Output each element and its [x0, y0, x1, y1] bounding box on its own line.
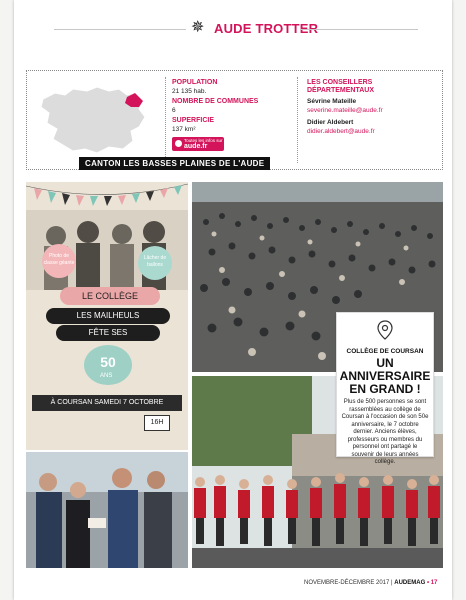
population-value: 21 135 hab. [172, 88, 207, 95]
superficie-value: 137 km² [172, 126, 196, 133]
bunting-decoration [26, 182, 188, 212]
conseiller-name: Sévrine Mateille [307, 98, 357, 105]
communes-value: 6 [172, 107, 176, 114]
magazine-name: AUDEMAG [394, 580, 426, 586]
stats-column [172, 79, 292, 136]
page-number: 17 [430, 580, 438, 586]
globe-icon [175, 140, 182, 147]
location-pin-icon [374, 319, 396, 341]
communes-label: NOMBRE DE COMMUNES [172, 98, 259, 105]
web-small-text: Toutes les infos sur [184, 138, 223, 143]
balloon-bubble: Lâcher de ballons [138, 246, 172, 280]
officials-photo [26, 452, 188, 568]
issue-date: NOVEMBRE-DÉCEMBRE 2017 | [304, 580, 393, 586]
article-box [336, 312, 434, 465]
web-domain: aude.fr [184, 143, 208, 150]
poster-line: LE COLLÈGE [60, 287, 160, 305]
photo-bubble: Photo de classe géante [42, 244, 76, 278]
aude-website-badge[interactable] [172, 137, 224, 151]
divider [165, 77, 166, 163]
poster-time: 16H [144, 415, 170, 431]
footer-separator: • [426, 580, 430, 586]
canton-name: CANTON LES BASSES PLAINES DE L'AUDE [79, 157, 270, 170]
conseillers-label: LES CONSEILLERS DÉPARTEMENTAUX [307, 79, 375, 94]
anniversary-number: 50 [84, 345, 132, 385]
page-footer [304, 580, 437, 586]
conseiller-name: Didier Aldebert [307, 119, 354, 126]
magazine-page [14, 0, 452, 600]
snowflake-icon: ✵ [191, 19, 205, 36]
article-headline: EN GRAND ! [349, 382, 421, 396]
header-rule-left [54, 29, 186, 30]
article-body: Plus de 500 personnes se sont rassemblées au collège de Coursan à l'occasion de son 50e anniversaire, le 7 octobre dernier. Anciens élèves, professeurs ou membres du personnel ont partagé le souvenir de leurs années collège. [341, 399, 429, 465]
superficie-label: SUPERFICIE [172, 117, 215, 124]
poster-line: FÊTE SES [56, 325, 160, 341]
article-kicker: COLLÈGE DE COURSAN [346, 348, 424, 355]
divider [297, 77, 298, 163]
population-label: POPULATION [172, 79, 218, 86]
header-rule-right [300, 29, 418, 30]
conseiller-email[interactable]: severine.mateille@aude.fr [307, 107, 383, 114]
section-header [14, 14, 452, 44]
poster-photo [26, 182, 188, 450]
article-headline: UN [376, 356, 394, 370]
anniversary-ans: ANS [100, 373, 113, 379]
conseillers-column [307, 79, 437, 139]
poster-date: À COURSAN SAMEDI 7 OCTOBRE [32, 395, 182, 411]
section-title: AUDE TROTTER [214, 21, 319, 36]
article-headline: ANNIVERSAIRE [339, 369, 431, 383]
poster-line: LES MAILHEULS [46, 308, 170, 324]
officials-illustration [26, 452, 188, 568]
aude-map [35, 79, 155, 159]
canton-info-box [26, 70, 443, 170]
conseiller-email[interactable]: didier.aldebert@aude.fr [307, 128, 375, 135]
